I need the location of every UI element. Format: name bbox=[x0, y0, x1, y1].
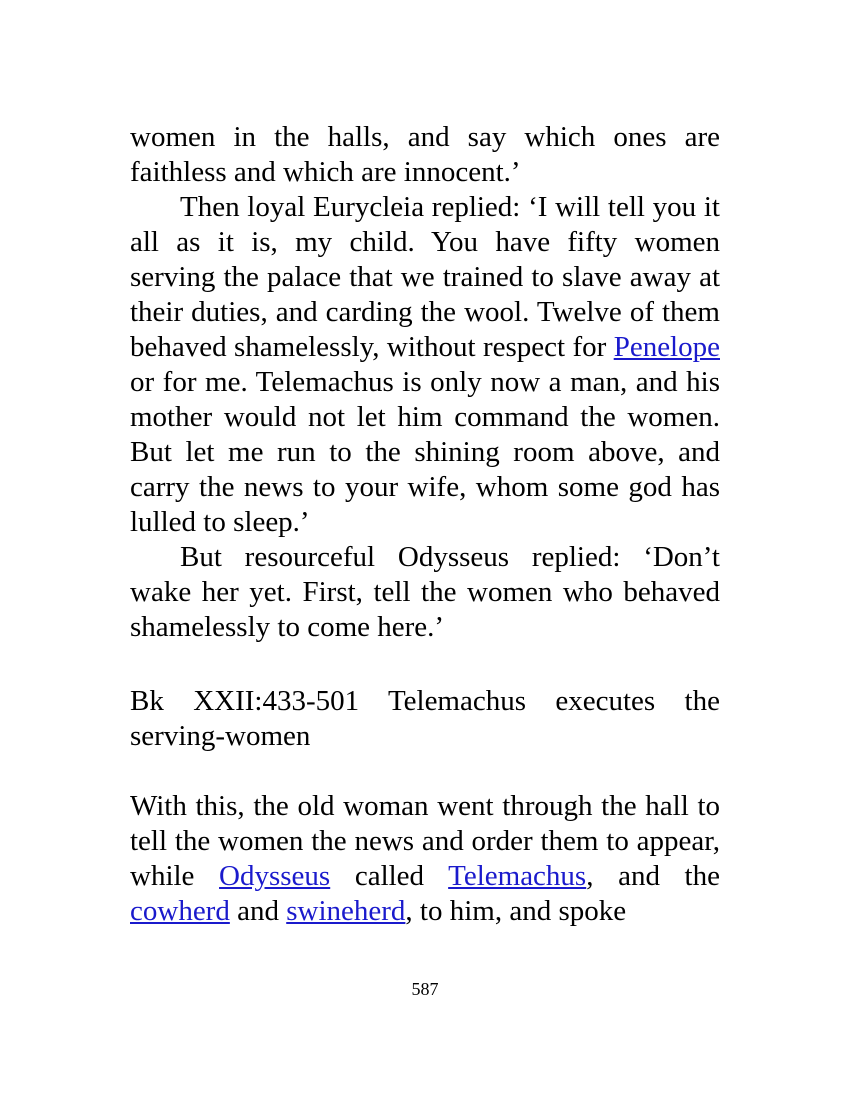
link-swineherd[interactable]: swineherd bbox=[286, 895, 406, 927]
main-text bbox=[130, 120, 720, 645]
paragraph-2-text-b: or for me. Telemachus is only now a man, and his mother would not let him command the women. But let me run to the shining room above, and carry the news to your wife, whom some god has lulled to sleep.’ bbox=[130, 366, 720, 538]
link-penelope[interactable]: Penelope bbox=[613, 331, 720, 363]
paragraph-3: But resourceful Odysseus replied: ‘Don’t wake her yet. First, tell the women who behaved shamelessly to come here.’ bbox=[130, 541, 720, 643]
paragraph-4-text-c: , and the bbox=[586, 860, 720, 892]
page-number: 587 bbox=[411, 979, 439, 999]
paragraph-2 bbox=[130, 190, 720, 540]
section-heading: Bk XXII:433-501 Telemachus executes the serving-women bbox=[130, 685, 720, 752]
link-telemachus[interactable]: Telemachus bbox=[448, 860, 587, 892]
link-odysseus[interactable]: Odysseus bbox=[219, 860, 331, 892]
paragraph-2-text-a: Then loyal Eurycleia replied: ‘I will tell you it all as it is, my child. You have fifty women serving the palace that we trained to slave away at their duties, and carding the wool. Twelve of them behaved shamelessly, without respect for bbox=[130, 191, 720, 363]
paragraph-4 bbox=[130, 789, 720, 929]
paragraph-4-text-a: With this, the old woman went through the hall to tell the women the news and order them to appear, while bbox=[130, 790, 720, 892]
paragraph-1: women in the halls, and say which ones are faithless and which are innocent.’ bbox=[130, 121, 720, 188]
link-cowherd[interactable]: cowherd bbox=[130, 895, 230, 927]
paragraph-4-text-b: called bbox=[330, 860, 449, 892]
paragraph-4-text-e: , to him, and spoke bbox=[405, 895, 627, 927]
paragraph-4-text-d: and bbox=[229, 895, 287, 927]
